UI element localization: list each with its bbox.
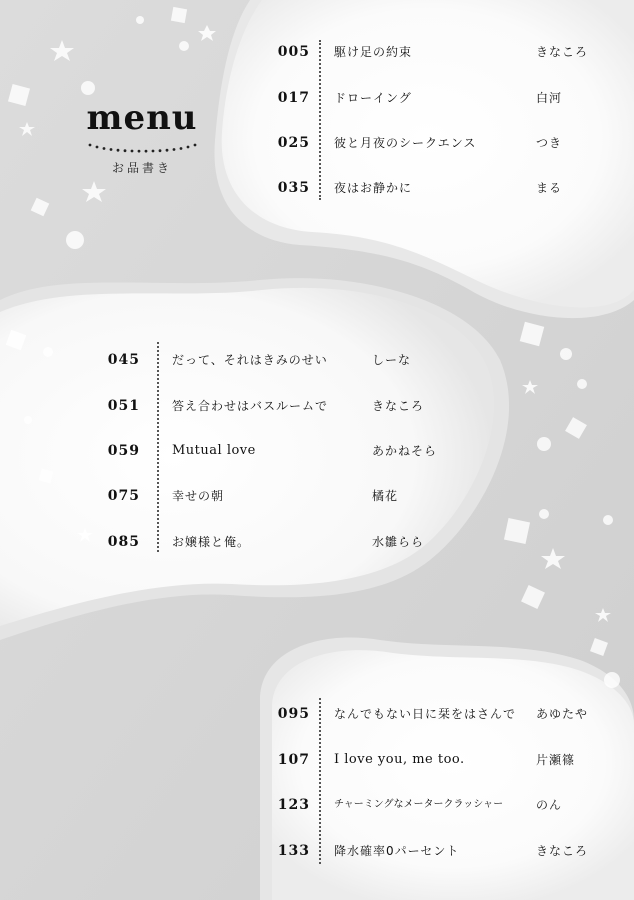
toc-page-number: 123 [277, 797, 310, 813]
toc-entry[interactable] [266, 841, 616, 861]
toc-entry-title: 駆け足の約束 [334, 45, 413, 59]
toc-entry-author: つき [536, 136, 563, 150]
toc-page-number: 005 [277, 44, 310, 60]
toc-entry[interactable] [266, 42, 596, 62]
toc-entry-author: 橘花 [372, 489, 399, 503]
toc-entry-author: きなころ [536, 45, 589, 59]
title-dotted-underline [86, 142, 198, 154]
toc-entry-title: 答え合わせはバスルームで [172, 399, 329, 413]
toc-entry[interactable] [266, 795, 616, 815]
toc-entry[interactable] [266, 178, 596, 198]
toc-entry-author: きなころ [536, 844, 589, 858]
toc-entry-title: I love you, me too. [334, 752, 465, 767]
toc-page-number: 095 [277, 706, 310, 722]
toc-entry[interactable] [96, 486, 446, 506]
toc-section [266, 40, 596, 210]
toc-entry-title: チャーミングなメータークラッシャー [334, 799, 504, 810]
toc-page-number: 059 [107, 443, 140, 459]
toc-entry-title: なんでもない日に栞をはさんで [334, 707, 517, 721]
toc-entry[interactable] [266, 88, 596, 108]
toc-page-number: 051 [107, 398, 140, 414]
toc-entry[interactable] [266, 133, 596, 153]
toc-section [266, 698, 616, 868]
toc-page-number: 025 [277, 135, 310, 151]
toc-entry-author: 片瀬篠 [536, 753, 576, 767]
toc-entry-title: 夜はお静かに [334, 181, 413, 195]
toc-page-number: 075 [107, 488, 140, 504]
page-title: menu [86, 98, 198, 138]
toc-section [96, 342, 446, 557]
toc-entry[interactable] [96, 441, 446, 461]
toc-entry-author: 水雛らら [372, 535, 425, 549]
toc-page-number: 133 [277, 843, 310, 859]
toc-page-number: 085 [107, 534, 140, 550]
toc-entry-title: お嬢様と俺。 [172, 535, 251, 549]
toc-entry[interactable] [96, 350, 446, 370]
toc-entry-author: まる [536, 181, 563, 195]
toc-entry-author: 白河 [536, 91, 563, 105]
toc-entry-author: あゆたや [536, 707, 589, 721]
toc-entry-title: 降水確率0パーセント [334, 844, 460, 858]
toc-entry-title: 幸せの朝 [172, 489, 225, 503]
toc-entry[interactable] [96, 532, 446, 552]
toc-entry[interactable] [266, 704, 616, 724]
toc-page-number: 017 [277, 90, 310, 106]
toc-entry-author: しーな [372, 353, 412, 367]
toc-entry-title: Mutual love [172, 443, 256, 458]
toc-page-number: 045 [107, 352, 140, 368]
toc-entry[interactable] [266, 750, 616, 770]
toc-entry-title: ドローイング [334, 91, 412, 105]
page-subtitle: お品書き [111, 161, 172, 175]
toc-page-number: 035 [277, 180, 310, 196]
toc-entry-title: 彼と月夜のシークエンス [334, 136, 477, 150]
toc-divider [319, 40, 321, 200]
toc-entry[interactable] [96, 396, 446, 416]
toc-page-number: 107 [277, 752, 310, 768]
toc-entry-author: あかねそら [372, 444, 438, 458]
toc-entry-author: きなころ [372, 399, 425, 413]
toc-entry-author: のん [536, 798, 563, 812]
toc-entry-title: だって、それはきみのせい [172, 353, 328, 367]
